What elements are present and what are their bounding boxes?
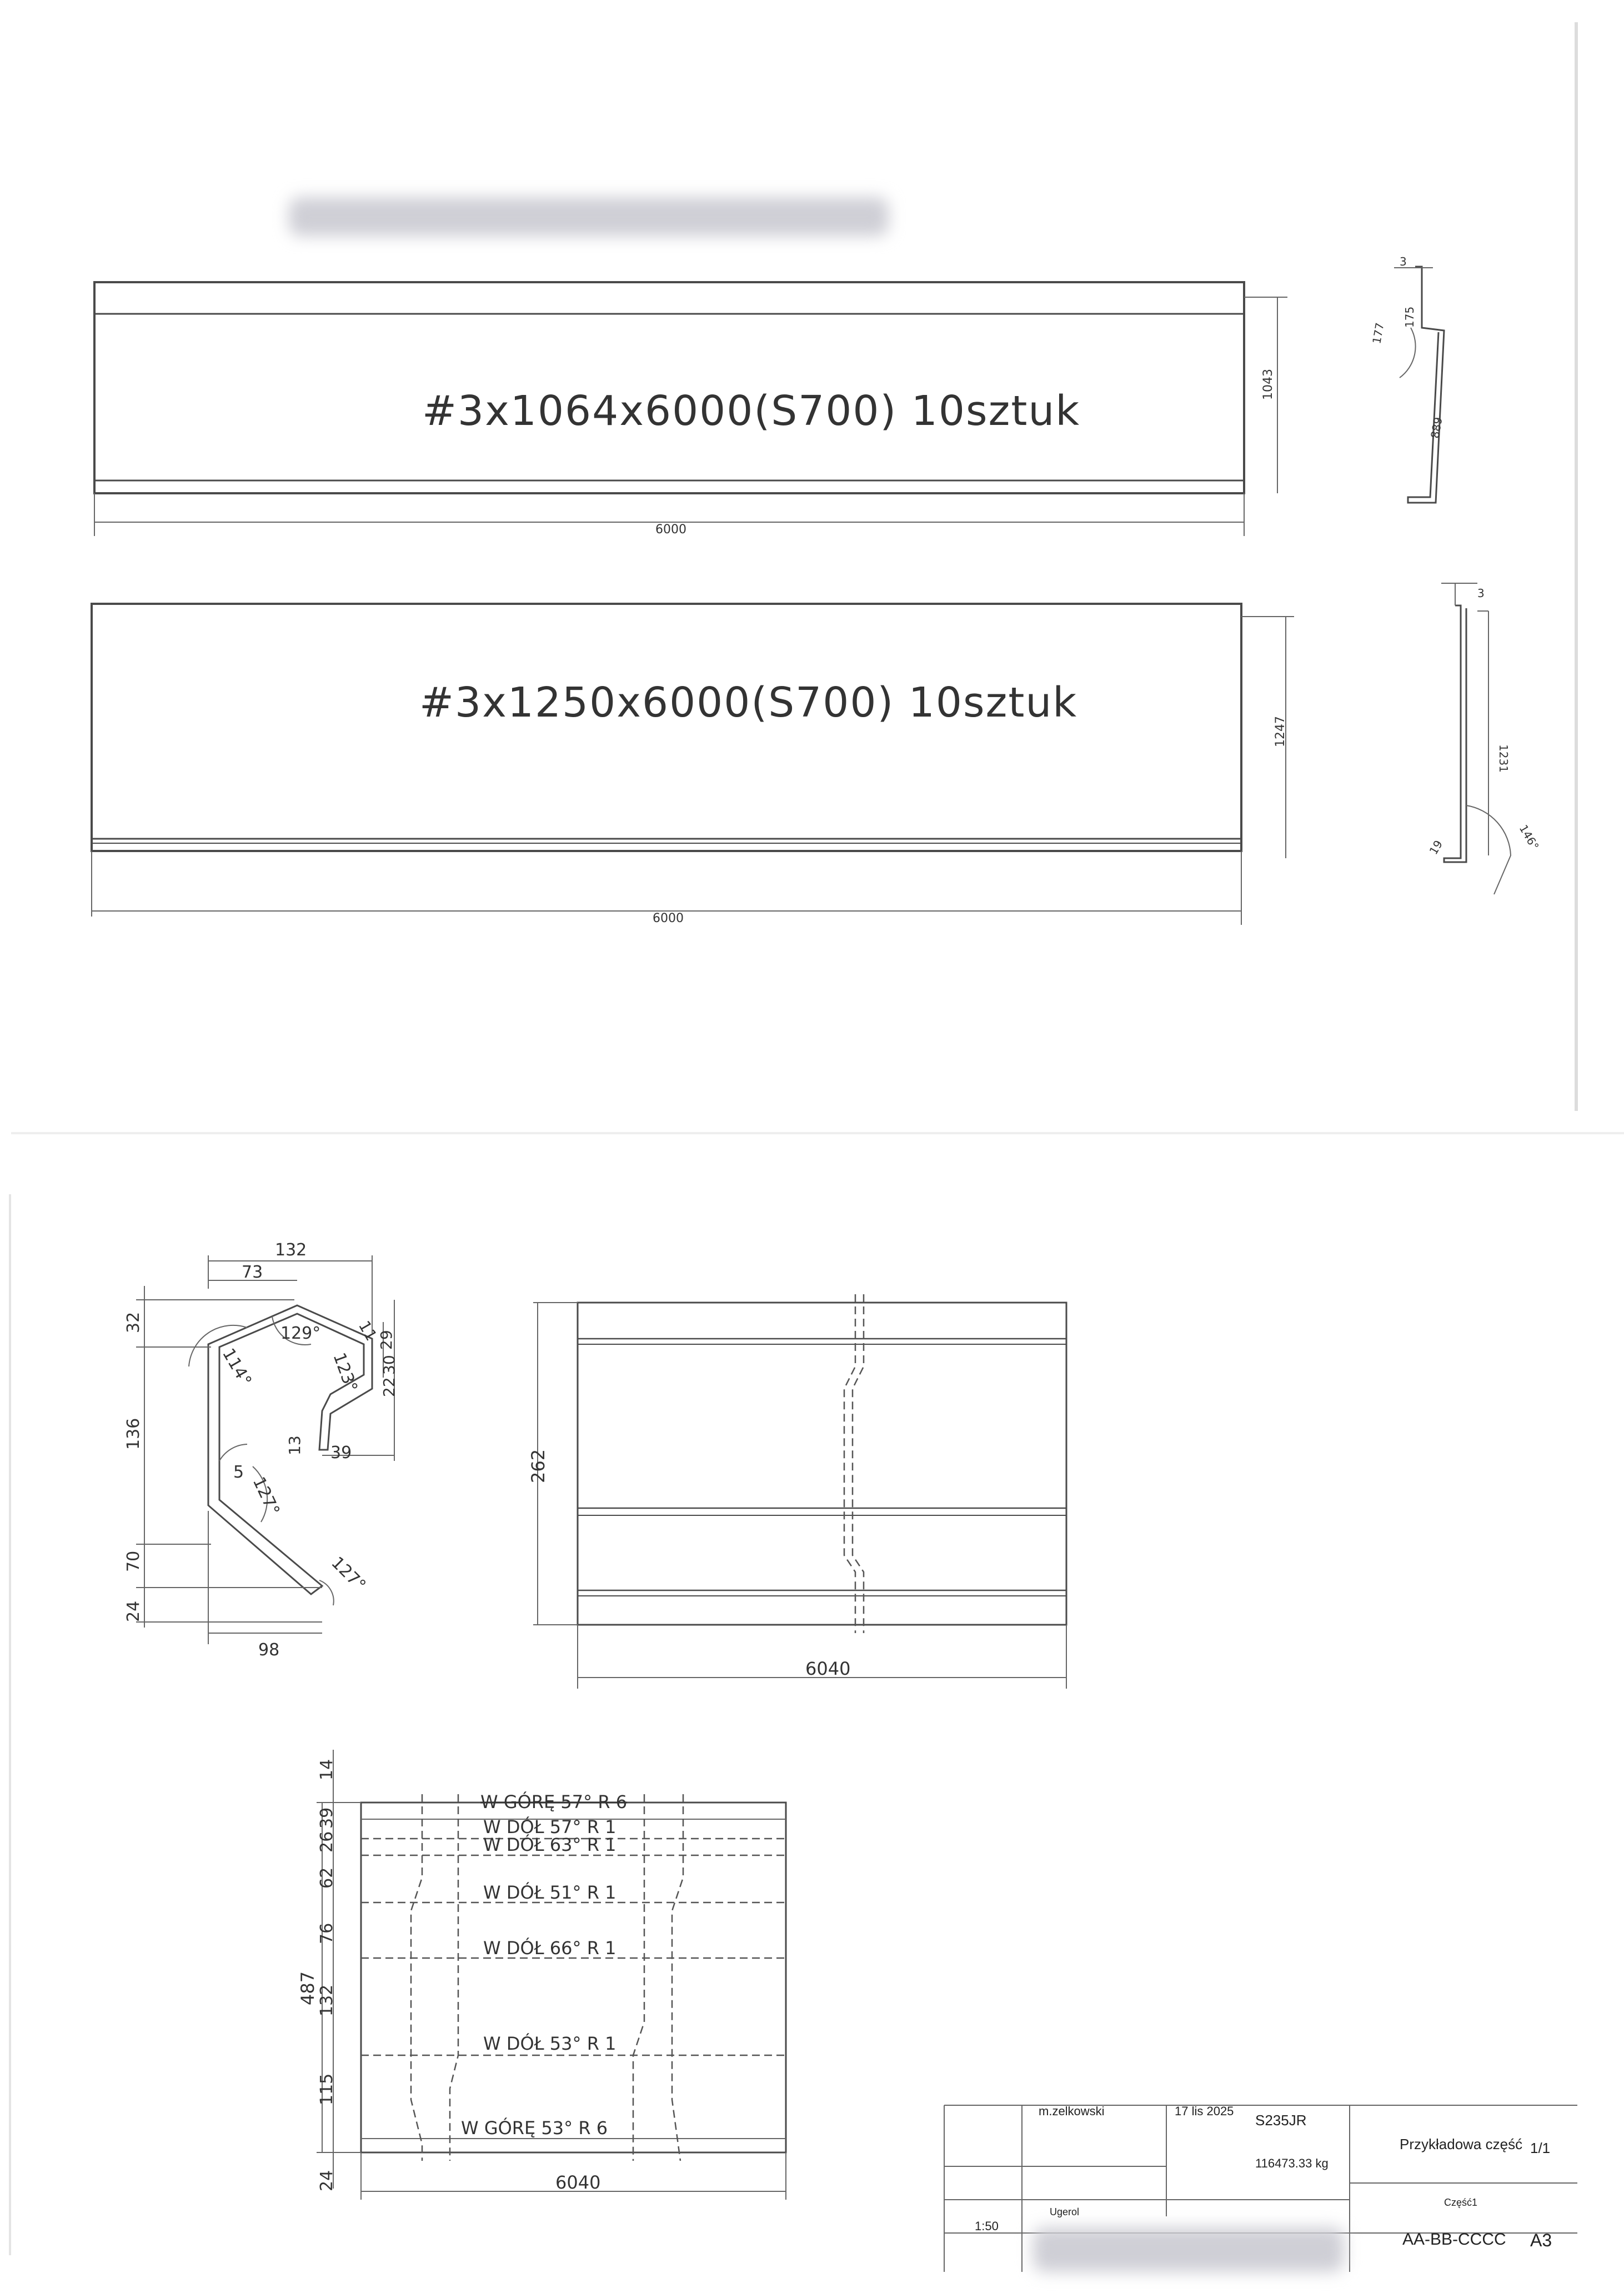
segment-dim: 132 bbox=[317, 1984, 337, 2016]
scale-value: 1:50 bbox=[975, 2219, 999, 2233]
section-dim: 5 bbox=[233, 1463, 244, 1482]
section-dim: 127° bbox=[327, 1553, 370, 1595]
flat-total-dim: 487 bbox=[297, 1971, 318, 2005]
flat-length-dim: 6040 bbox=[555, 2172, 601, 2193]
format-value: A3 bbox=[1530, 2230, 1552, 2250]
bend-note: W DÓŁ 63° R 1 bbox=[483, 1834, 616, 1855]
bend-note: W GÓRĘ 53° R 6 bbox=[461, 2117, 608, 2139]
cross-section-view bbox=[124, 1240, 398, 1660]
section-dim: 132 bbox=[275, 1240, 307, 1260]
profile-1-dim: 3 bbox=[1400, 255, 1407, 268]
part-name-value: Przykładowa część bbox=[1400, 2136, 1523, 2152]
section-dim: 30 bbox=[380, 1355, 398, 1375]
section-dim: 73 bbox=[242, 1263, 263, 1282]
bend-note: W GÓRĘ 57° R 6 bbox=[480, 1791, 628, 1813]
section-dim: 32 bbox=[124, 1311, 143, 1333]
side-view bbox=[528, 1294, 1066, 1689]
date-value: 17 lis 2025 bbox=[1175, 2104, 1234, 2118]
section-dim: 22 bbox=[380, 1377, 398, 1397]
sheet-number-value: 1/1 bbox=[1530, 2140, 1551, 2156]
title-block bbox=[944, 2094, 1561, 2277]
profile-1 bbox=[1370, 255, 1445, 503]
plate-2-width-dim: 1247 bbox=[1274, 716, 1287, 747]
section-dim: 39 bbox=[330, 1443, 352, 1463]
segment-dim: 26 bbox=[317, 1831, 337, 1853]
designer-value: m.zelkowski bbox=[1039, 2104, 1105, 2118]
section-dim: 98 bbox=[258, 1640, 280, 1660]
plate-1 bbox=[94, 282, 1287, 537]
section-dim: 29 bbox=[377, 1330, 395, 1350]
bend-note: W DÓŁ 53° R 1 bbox=[483, 2033, 616, 2054]
section-dim: 136 bbox=[124, 1418, 143, 1450]
flat-pattern-view bbox=[297, 1750, 786, 2200]
segment-dim: 24 bbox=[317, 2170, 337, 2191]
section-dim: 127° bbox=[248, 1474, 284, 1519]
bend-note: W DÓŁ 66° R 1 bbox=[483, 1937, 616, 1959]
section-dim: 129° bbox=[280, 1324, 321, 1343]
mass-value: 116473.33 kg bbox=[1255, 2156, 1329, 2170]
segment-dim: 14 bbox=[317, 1759, 337, 1780]
side-view-height-dim: 262 bbox=[528, 1449, 549, 1483]
profile-1-dim: 889 bbox=[1428, 416, 1445, 439]
segment-dim: 115 bbox=[317, 2073, 337, 2105]
profile-2-dim: 19 bbox=[1426, 838, 1446, 857]
segment-dim: 76 bbox=[317, 1922, 337, 1944]
zone-value: Ugerol bbox=[1050, 2206, 1080, 2217]
section-dim: 114° bbox=[218, 1345, 255, 1390]
side-view-length-dim: 6040 bbox=[805, 1658, 851, 1679]
profile-2-dim: 146° bbox=[1516, 822, 1542, 853]
bend-note: W DÓŁ 57° R 1 bbox=[483, 1816, 616, 1838]
plate-1-length-dim: 6000 bbox=[655, 523, 686, 537]
material-value: S235JR bbox=[1255, 2112, 1307, 2129]
redacted-header bbox=[289, 197, 889, 236]
profile-2-dim: 3 bbox=[1477, 587, 1485, 600]
profile-1-dim: 175 bbox=[1403, 306, 1416, 328]
section-dim: 13 bbox=[285, 1435, 304, 1455]
profile-2-dim: 1231 bbox=[1497, 744, 1510, 773]
bend-notes bbox=[461, 1791, 627, 2139]
plate-2 bbox=[92, 604, 1294, 925]
plate-2-length-dim: 6000 bbox=[653, 912, 684, 925]
section-dim: 70 bbox=[124, 1550, 143, 1572]
plate-2-label: #3x1250x6000(S700) 10sztuk bbox=[419, 679, 1078, 727]
profile-1-dim: 177 bbox=[1370, 322, 1387, 345]
section-dim: 11 bbox=[354, 1318, 381, 1344]
part-label-value: Część1 bbox=[1444, 2197, 1478, 2208]
segment-dim: 62 bbox=[317, 1867, 337, 1889]
drawing-number-value: AA-BB-CCCC bbox=[1402, 2230, 1506, 2249]
profile-2 bbox=[1427, 583, 1542, 894]
section-dim: 123° bbox=[329, 1350, 362, 1395]
section-dim: 24 bbox=[124, 1600, 143, 1622]
bend-note: W DÓŁ 51° R 1 bbox=[483, 1882, 616, 1903]
plate-1-width-dim: 1043 bbox=[1261, 369, 1275, 400]
plate-1-label: #3x1064x6000(S700) 10sztuk bbox=[422, 387, 1081, 435]
segment-dim: 39 bbox=[317, 1807, 337, 1829]
